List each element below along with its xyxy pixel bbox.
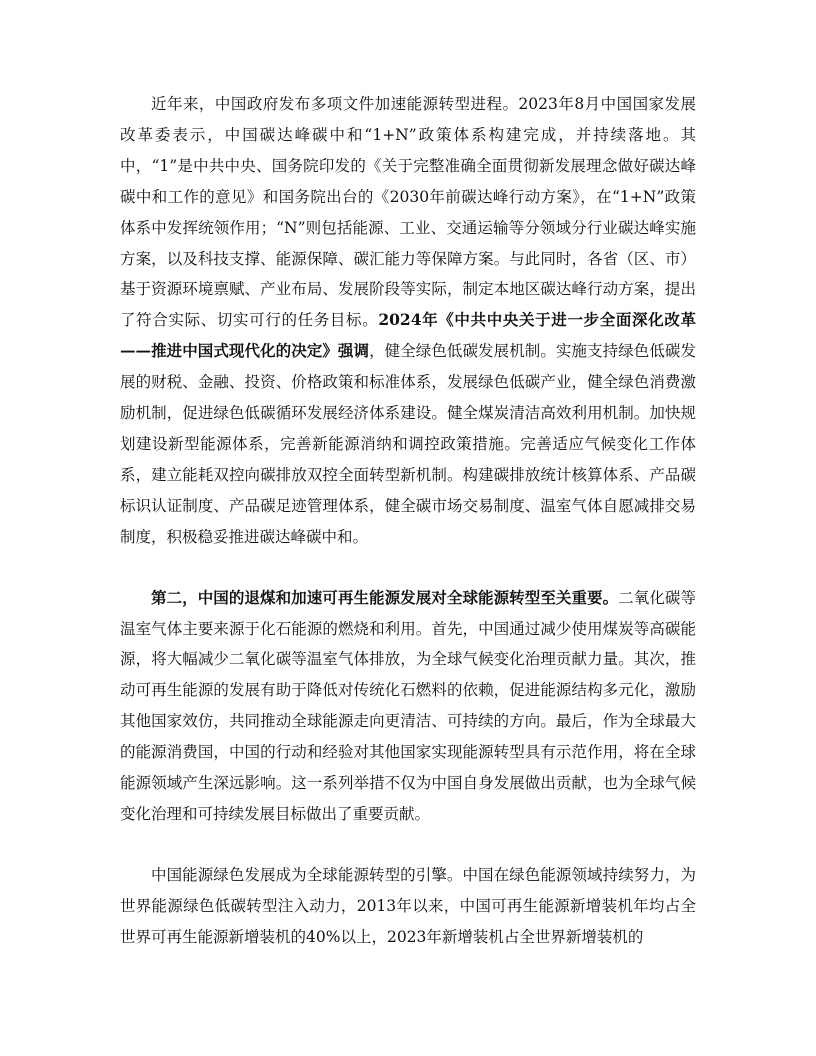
- paragraph-green-engine: [120, 860, 696, 953]
- text-run: 近年来，中国政府发布多项文件加速能源转型进程。2023年8月中国国家发展改革委表示，中国碳达峰碳中和“1+N”政策体系构建完成，并持续落地。其中，“1”是中共中央、国务院印发的《关于完整准确全面贯彻新发展理念做好碳达峰碳中和工作的意见》和国务院出台的《2030年前碳达峰行动方案》，在“1+N”政策体系中发挥统领作用；“N”则包括能源、工业、交通运输等分领域分行业碳达峰实施方案，以及科技支撑、能源保障、碳汇能力等保障方案。与此同时，各省（区、市）基于资源环境禀赋、产业布局、发展阶段等实际，制定本地区碳达峰行动方案，提出了符合实际、切实可行的任务目标。: [120, 95, 696, 330]
- text-run: 二氧化碳等温室气体主要来源于化石能源的燃烧和利用。首先，中国通过减少使用煤炭等高碳能源，将大幅减少二氧化碳等温室气体排放，为全球气候变化治理贡献力量。其次，推动可再生能源的发展有助于降低对传统化石燃料的依赖，促进能源结构多元化，激励其他国家效仿，共同推动全球能源走向更清洁、可持续的方向。最后，作为全球最大的能源消费国，中国的行动和经验对其他国家实现能源转型具有示范作用，将在全球能源领域产生深远影响。这一系列举措不仅为中国自身发展做出贡献，也为全球气候变化治理和可持续发展目标做出了重要贡献。: [120, 588, 696, 823]
- paragraph-coal-exit: [120, 583, 696, 830]
- text-run: 中国能源绿色发展成为全球能源转型的引擎。中国在绿色能源领域持续努力，为世界能源绿色低碳转型注入动力，2013年以来，中国可再生能源新增装机年均占全世界可再生能源新增装机的40%以上，2023年新增装机占全世界新增装机的: [120, 865, 696, 946]
- paragraph-policy-framework: [120, 89, 696, 553]
- bold-text-run: 第二，中国的退煤和加速可再生能源发展对全球能源转型至关重要。: [151, 587, 619, 607]
- document-page: [120, 89, 696, 953]
- text-run: ，健全绿色低碳发展机制。实施支持绿色低碳发展的财税、金融、投资、价格政策和标准体系，发展绿色低碳产业，健全绿色消费激励机制，促进绿色低碳循环发展经济体系建设。健全煤炭清洁高效利用机制。加快规划建设新型能源体系，完善新能源消纳和调控政策措施。完善适应气候变化工作体系，建立能耗双控向碳排放双控全面转型新机制。构建碳排放统计核算体系、产品碳标识认证制度、产品碳足迹管理体系，健全碳市场交易制度、温室气体自愿减排交易制度，积极稳妥推进碳达峰碳中和。: [120, 342, 696, 546]
- bold-text-run: 2024年《中共中央关于进一步全面深化改革——推进中国式现代化的决定》强调: [120, 310, 696, 361]
